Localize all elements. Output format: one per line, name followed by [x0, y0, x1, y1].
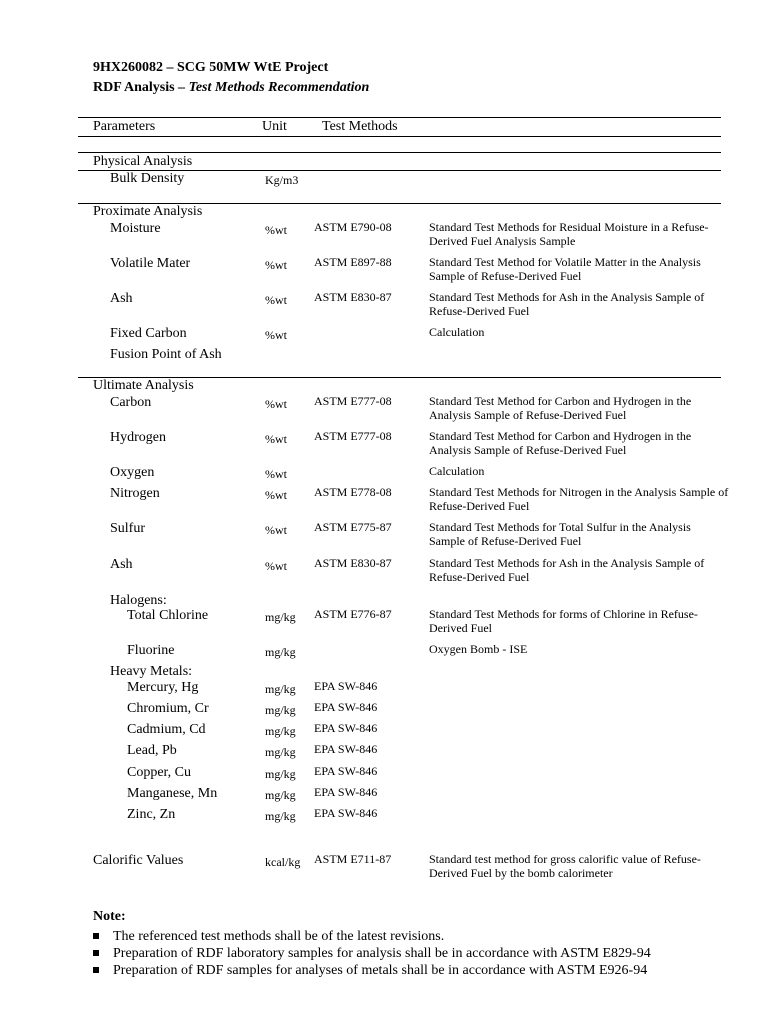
- row-unit: %wt: [265, 488, 287, 502]
- row-test-method-description: Standard Test Methods for Ash in the Analysis Sample of Refuse-Derived Fuel: [429, 556, 705, 584]
- row-parameter: Carbon: [110, 395, 152, 410]
- row-unit: %wt: [265, 328, 287, 342]
- row-test-method-code: ASTM E775-87: [314, 520, 392, 534]
- row-test-method-description: Standard Test Method for Carbon and Hydrogen in the Analysis Sample of Refuse-Derived Fuel: [429, 394, 692, 422]
- row-parameter: Manganese, Mn: [127, 786, 218, 801]
- row-test-method-code: EPA SW-846: [314, 679, 378, 693]
- row-parameter: Fusion Point of Ash: [110, 347, 222, 362]
- row-test-method-code: EPA SW-846: [314, 806, 378, 820]
- row-test-method-code: ASTM E790-08: [314, 220, 392, 234]
- row-unit: %wt: [265, 397, 287, 411]
- row-parameter: Fluorine: [127, 643, 175, 658]
- bullet-icon: [93, 933, 99, 939]
- row-test-method-code: ASTM E777-08: [314, 429, 392, 443]
- row-parameter: Cadmium, Cd: [127, 722, 206, 737]
- column-header-test-methods: Test Methods: [322, 119, 398, 134]
- row-test-method-code: ASTM E778-08: [314, 485, 392, 499]
- document-subtitle: [93, 80, 369, 96]
- row-test-method-description: Standard Test Methods for Ash in the Analysis Sample of Refuse-Derived Fuel: [429, 290, 705, 318]
- section-ultimate-analysis: Ultimate Analysis: [93, 378, 194, 393]
- row-test-method-description: Calculation: [429, 325, 485, 339]
- row-unit: %wt: [265, 223, 287, 237]
- row-test-method-description: Standard Test Methods for Residual Moisture in a Refuse-Derived Fuel Analysis Sample: [429, 220, 709, 248]
- row-test-method-code: ASTM E830-87: [314, 290, 392, 304]
- row-parameter: Chromium, Cr: [127, 701, 209, 716]
- row-test-method-description: Standard test method for gross calorific value of Refuse-Derived Fuel by the bomb calorimeter: [429, 852, 701, 880]
- row-parameter: Fixed Carbon: [110, 326, 187, 341]
- row-test-method-description: Standard Test Method for Volatile Matter in the Analysis Sample of Refuse-Derived Fuel: [429, 255, 701, 283]
- document-title: 9HX260082 – SCG 50MW WtE Project: [93, 60, 329, 75]
- row-test-method-description: Oxygen Bomb - ISE: [429, 642, 528, 656]
- row-test-method-code: EPA SW-846: [314, 700, 378, 714]
- subsection-heavy-metals: Heavy Metals:: [110, 664, 193, 679]
- row-parameter: Total Chlorine: [127, 608, 209, 623]
- note-item: [93, 963, 647, 979]
- row-unit: %wt: [265, 258, 287, 272]
- bullet-icon: [93, 950, 99, 956]
- row-unit: mg/kg: [265, 788, 296, 802]
- row-test-method-code: EPA SW-846: [314, 764, 378, 778]
- row-test-method-code: ASTM E897-88: [314, 255, 392, 269]
- subtitle-prefix: RDF Analysis –: [93, 80, 189, 95]
- note-item: [93, 946, 651, 962]
- row-unit: %wt: [265, 559, 287, 573]
- row-parameter: Hydrogen: [110, 430, 166, 445]
- row-parameter: Copper, Cu: [127, 765, 191, 780]
- row-parameter: Calorific Values: [93, 853, 184, 868]
- row-unit: %wt: [265, 432, 287, 446]
- row-test-method-description: Standard Test Method for Carbon and Hydrogen in the Analysis Sample of Refuse-Derived Fuel: [429, 429, 692, 457]
- column-header-parameters: Parameters: [93, 119, 156, 134]
- row-unit: mg/kg: [265, 809, 296, 823]
- bullet-icon: [93, 967, 99, 973]
- row-parameter: Bulk Density: [110, 171, 185, 186]
- row-unit: %wt: [265, 523, 287, 537]
- row-test-method-description: Calculation: [429, 464, 485, 478]
- note-text: The referenced test methods shall be of the latest revisions.: [113, 929, 445, 944]
- row-parameter: Volatile Mater: [110, 256, 191, 271]
- row-unit: %wt: [265, 293, 287, 307]
- row-unit: mg/kg: [265, 724, 296, 738]
- subsection-halogens: Halogens:: [110, 593, 167, 608]
- row-test-method-code: ASTM E711-87: [314, 852, 392, 866]
- row-unit: %wt: [265, 467, 287, 481]
- row-unit: mg/kg: [265, 610, 296, 624]
- row-test-method-code: ASTM E777-08: [314, 394, 392, 408]
- subtitle-italic: Test Methods Recommendation: [188, 80, 370, 95]
- row-parameter: Nitrogen: [110, 486, 160, 501]
- row-parameter: Ash: [110, 291, 133, 306]
- row-parameter: Moisture: [110, 221, 161, 236]
- row-unit: Kg/m3: [265, 173, 299, 187]
- row-unit: mg/kg: [265, 682, 296, 696]
- physical-section-rule: [78, 152, 721, 153]
- row-parameter: Lead, Pb: [127, 743, 177, 758]
- row-test-method-description: Standard Test Methods for forms of Chlorine in Refuse-Derived Fuel: [429, 607, 698, 635]
- row-test-method-description: Standard Test Methods for Total Sulfur in the Analysis Sample of Refuse-Derived Fuel: [429, 520, 691, 548]
- note-text: Preparation of RDF laboratory samples for analysis shall be in accordance with ASTM E829-94: [113, 946, 651, 961]
- row-unit: kcal/kg: [265, 855, 301, 869]
- notes-heading: Note:: [93, 909, 126, 924]
- row-test-method-code: EPA SW-846: [314, 742, 378, 756]
- row-test-method-code: EPA SW-846: [314, 721, 378, 735]
- note-text: Preparation of RDF samples for analyses of metals shall be in accordance with ASTM E926-94: [113, 963, 648, 978]
- table-top-rule: [78, 117, 721, 118]
- row-parameter: Ash: [110, 557, 133, 572]
- section-physical-analysis: Physical Analysis: [93, 154, 193, 169]
- header-bottom-rule: [78, 136, 721, 137]
- column-header-unit: Unit: [262, 119, 287, 134]
- section-proximate-analysis: Proximate Analysis: [93, 204, 203, 219]
- row-parameter: Mercury, Hg: [127, 680, 199, 695]
- row-unit: mg/kg: [265, 645, 296, 659]
- note-item: [93, 929, 444, 945]
- row-test-method-code: EPA SW-846: [314, 785, 378, 799]
- row-test-method-code: ASTM E830-87: [314, 556, 392, 570]
- row-unit: mg/kg: [265, 767, 296, 781]
- row-unit: mg/kg: [265, 703, 296, 717]
- row-parameter: Zinc, Zn: [127, 807, 176, 822]
- row-test-method-description: Standard Test Methods for Nitrogen in the Analysis Sample of Refuse-Derived Fuel: [429, 485, 729, 513]
- row-parameter: Sulfur: [110, 521, 145, 536]
- row-unit: mg/kg: [265, 745, 296, 759]
- row-test-method-code: ASTM E776-87: [314, 607, 392, 621]
- row-parameter: Oxygen: [110, 465, 155, 480]
